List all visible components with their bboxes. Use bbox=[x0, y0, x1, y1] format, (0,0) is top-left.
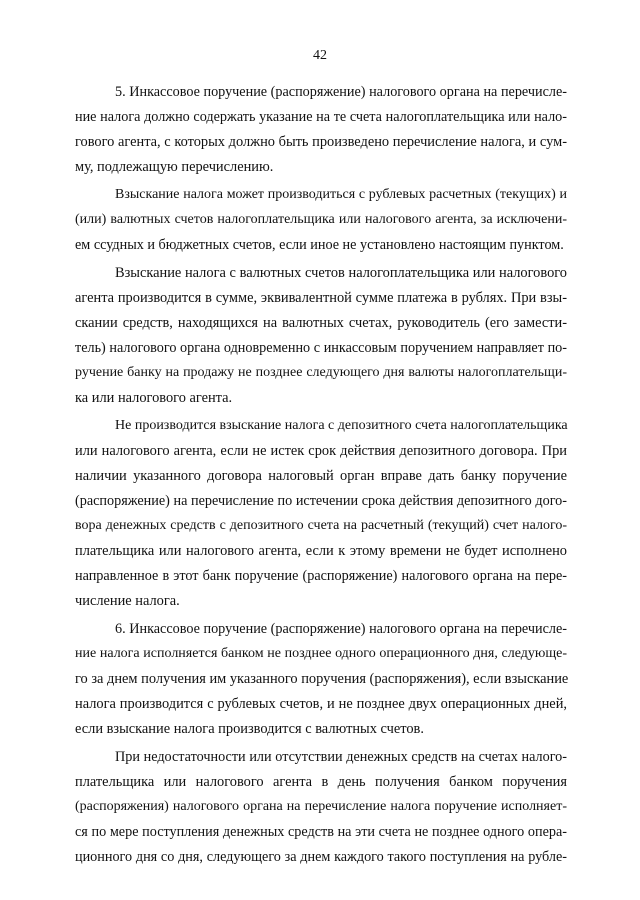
text-line: ем ссудных и бюджетных счетов, если иное не установлено настоящим пунктом. bbox=[75, 237, 564, 253]
text-line: вора денежных средств с депозитного счета на расчетный (текущий) счет налого- bbox=[75, 518, 567, 533]
text-line: 6. Инкассовое поручение (распоряжение) налогового органа на перечисле- bbox=[115, 621, 567, 637]
text-line: ние налога должно содержать указание на те счета налогоплательщика или нало- bbox=[75, 109, 567, 125]
text-line: ционного дня со дня, следующего за днем каждого такого поступления на рубле- bbox=[75, 849, 567, 865]
text-line: плательщика или налогового агента в день получения банком поручения bbox=[75, 774, 567, 790]
text-line: налога производится с рублевых счетов, и не позднее двух операционных дней, bbox=[75, 696, 567, 712]
text-line: Взыскание налога с валютных счетов налогоплательщика или налогового bbox=[115, 265, 567, 281]
text-line: го за днем получения им указанного поручения (распоряжения), если взыскание bbox=[75, 671, 569, 687]
text-line: ние налога исполняется банком не позднее одного операционного дня, следующе- bbox=[75, 646, 567, 661]
text-line: Взыскание налога может производиться с рублевых расчетных (текущих) и bbox=[115, 187, 567, 202]
text-line: плательщика или налогового агента, если к этому времени не будет исполнено bbox=[75, 543, 567, 559]
text-line: (распоряжения) налогового органа на перечисление налога поручение исполняет- bbox=[75, 799, 567, 814]
text-line: При недостаточности или отсутствии денежных средств на счетах налого- bbox=[115, 749, 567, 765]
text-line: скании средств, находящихся на валютных счетах, руководитель (его замести- bbox=[75, 315, 567, 331]
text-line: 5. Инкассовое поручение (распоряжение) налогового органа на перечисле- bbox=[115, 84, 567, 100]
text-line: ся по мере поступления денежных средств на эти счета не позднее одного опера- bbox=[75, 824, 567, 840]
text-line: ручение банку на продажу не позднее следующего дня валюты налогоплательщи- bbox=[75, 365, 567, 380]
text-line: гового агента, с которых должно быть произведено перечисление налога, и сум- bbox=[75, 134, 567, 150]
text-line: наличии указанного договора налоговый орган вправе дать банку поручение bbox=[75, 468, 567, 484]
text-line: направленное в этот банк поручение (распоряжение) налогового органа на пере- bbox=[75, 568, 567, 584]
text-line: числение налога. bbox=[75, 593, 180, 609]
text-line: если взыскание налога производится с валютных счетов. bbox=[75, 721, 424, 737]
text-line: (или) валютных счетов налогоплательщика или налогового агента, за исключени- bbox=[75, 212, 567, 227]
text-line: ка или налогового агента. bbox=[75, 390, 233, 406]
page-number: 42 bbox=[313, 48, 327, 63]
text-line: му, подлежащую перечислению. bbox=[75, 159, 274, 175]
text-line: тель) налогового органа одновременно с инкассовым поручением направляет по- bbox=[75, 340, 567, 356]
text-line: Не производится взыскание налога с депозитного счета налогоплательщика bbox=[115, 418, 568, 433]
text-line: или налогового агента, если не истек срок действия депозитного договора. При bbox=[75, 443, 567, 459]
text-line: агента производится в сумме, эквивалентной сумме платежа в рублях. При взы- bbox=[75, 290, 567, 306]
text-line: (распоряжение) на перечисление по истечении срока действия депозитного дого- bbox=[75, 493, 567, 509]
